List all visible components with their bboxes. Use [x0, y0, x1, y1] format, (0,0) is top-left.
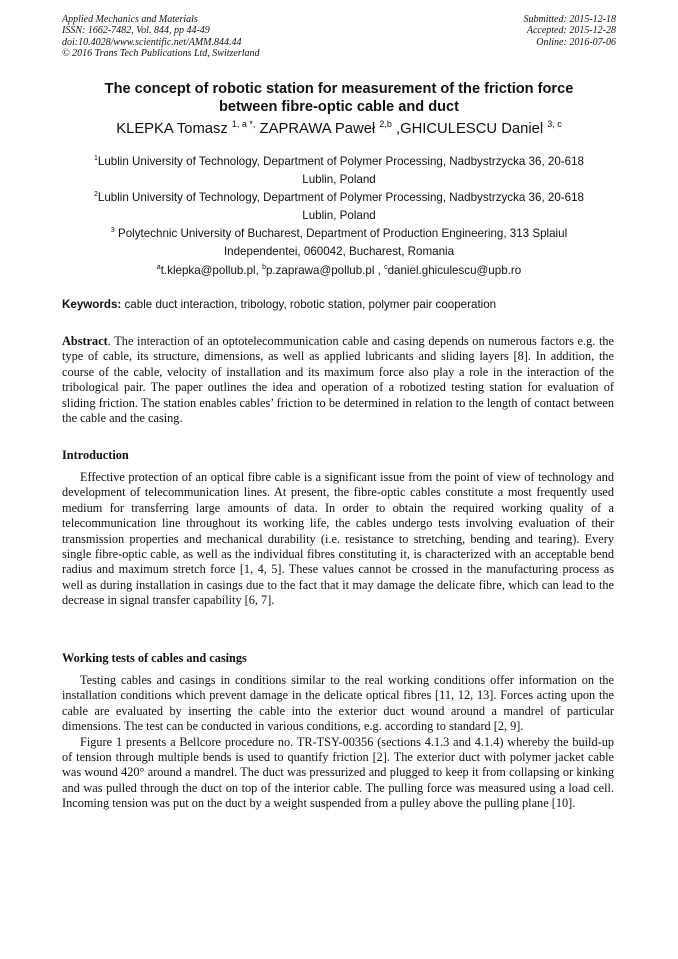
email-b: p.zaprawa@pollub.pl ,	[265, 264, 385, 277]
affiliation-1-line-1: Lublin University of Technology, Department of Polymer Processing, Nadbystrzycka 36, 20-618	[97, 155, 584, 168]
abstract-label: Abstract	[62, 334, 108, 348]
author-emails	[60, 264, 618, 278]
affiliation-3	[66, 225, 612, 260]
email-b-sup: b	[262, 264, 266, 272]
affiliation-2-line-2: Lublin, Poland	[302, 208, 376, 222]
author-2-name: ZAPRAWA Paweł	[255, 121, 380, 137]
title-line-2: between fibre-optic cable and duct	[218, 99, 460, 115]
online-date: Online: 2016-07-06	[536, 36, 616, 48]
working-tests-paragraph-2: Figure 1 presents a Bellcore procedure no. TR-TSY-00356 (sections 4.1.3 and 4.1.4) whereby the build-up of tension through multiple bends is used to quantify friction [2]. The exterior duct with polymer jacket cable was wound 420° around a mandrel. The duct was pressurized and plugged to keep it from collapsing or kinking and was pulled through the duct on top of the interior cable. The pulling force was measured using a load cell. Incoming tension was put on the duct by a weight suspended from a pulley above the pulling plane [10].	[62, 734, 614, 811]
dates-header	[524, 14, 617, 48]
affiliation-3-line-1: Polytechnic University of Bucharest, Department of Production Engineering, 313 Splaiul	[114, 227, 568, 240]
affiliation-1-num: 1	[93, 155, 98, 163]
email-a: t.klepka@pollub.pl,	[160, 264, 263, 277]
paper-title	[60, 80, 618, 116]
author-list	[40, 120, 638, 138]
abstract-text: . The interaction of an optotelecommunication cable and casing depends on numerous factors e.g. the type of cable, its structure, dimensions, as well as applied lubricants and sliding layers [8]. In addition, the course of the cable, velocity of installation and its maximum force also play a role in the interaction of the tribological pair. The paper outlines the idea and operation of a robotized testing station for evaluation of sliding friction. The station enables cables’ friction to be determined in relation to the length of contact between the cable and the casing.	[62, 334, 614, 426]
affiliation-3-line-2: Independentei, 060042, Bucharest, Romania	[223, 244, 455, 258]
affiliation-2-line-1: Lublin University of Technology, Department of Polymer Processing, Nadbystrzycka 36, 20-618	[97, 191, 584, 204]
journal-copyright: © 2016 Trans Tech Publications Ltd, Switzerland	[62, 48, 260, 60]
keywords-label: Keywords:	[62, 298, 122, 311]
introduction-heading: Introduction	[62, 448, 129, 462]
accepted-date: Accepted: 2015-12-28	[526, 25, 616, 37]
keywords	[62, 298, 622, 312]
journal-issn: ISSN: 1662-7482, Vol. 844, pp 44-49	[62, 25, 210, 37]
author-2-sup: 2,b	[379, 119, 392, 130]
email-c: daniel.ghiculescu@upb.ro	[387, 264, 522, 277]
journal-doi: doi:10.4028/www.scientific.net/AMM.844.44	[62, 36, 242, 48]
introduction-paragraph: Effective protection of an optical fibre cable is a significant issue from the point of view of technology and development of telecommunication lines. At present, the fibre-optic cables constitute a most frequently used medium for transferring large amounts of data. In order to obtain the required working quality of a telecommunication line throughout its working life, the cables undergo tests involving evaluation of their transmission properties and mechanical durability (i.e. resistance to stretching, bending and tearing). Every single fibre-optic cable, as well as the individual fibres constituting it, is characterized with an acceptable bend radius and maximum stretch force [1, 4, 5]. These values cannot be crossed in the manufacturing process as well as during installation in casings due to the fact that it may damage the delicate fibre, which can lead to the decrease in signal transfer capability [6, 7].	[62, 470, 614, 608]
affiliation-1	[66, 153, 612, 188]
affiliation-1-line-2: Lublin, Poland	[302, 172, 376, 186]
author-1-sup: 1, a *,	[231, 119, 256, 130]
affiliation-3-num: 3	[110, 227, 115, 235]
working-tests-heading: Working tests of cables and casings	[62, 651, 247, 665]
submitted-date: Submitted: 2015-12-18	[523, 14, 616, 25]
journal-header	[62, 14, 260, 60]
email-a-sup: a	[156, 264, 161, 272]
affiliation-2	[66, 189, 612, 224]
title-line-1: The concept of robotic station for measurement of the friction force	[104, 81, 574, 97]
working-tests-body	[62, 673, 614, 812]
author-1-name: KLEPKA Tomasz	[116, 121, 232, 137]
abstract	[62, 334, 614, 426]
author-3-name: ,GHICULESCU Daniel	[391, 121, 548, 137]
introduction-body	[62, 470, 614, 609]
author-3-sup: 3, c	[547, 119, 562, 130]
email-c-sup: c	[384, 264, 388, 272]
working-tests-paragraph-1: Testing cables and casings in conditions similar to the real working conditions offer information on the installation conditions which prevent damage in the delicate optical fibres [11, 12, 13]. Forces acting upon the cable are evaluated by inserting the cable into the exterior duct wound around a mandrel of particular dimensions. The test can be conducted in various conditions, e.g. according to standard [2, 9].	[62, 673, 614, 734]
affiliation-2-num: 2	[93, 191, 98, 199]
journal-name: Applied Mechanics and Materials	[62, 14, 198, 25]
keywords-text: cable duct interaction, tribology, robotic station, polymer pair cooperation	[121, 298, 497, 311]
